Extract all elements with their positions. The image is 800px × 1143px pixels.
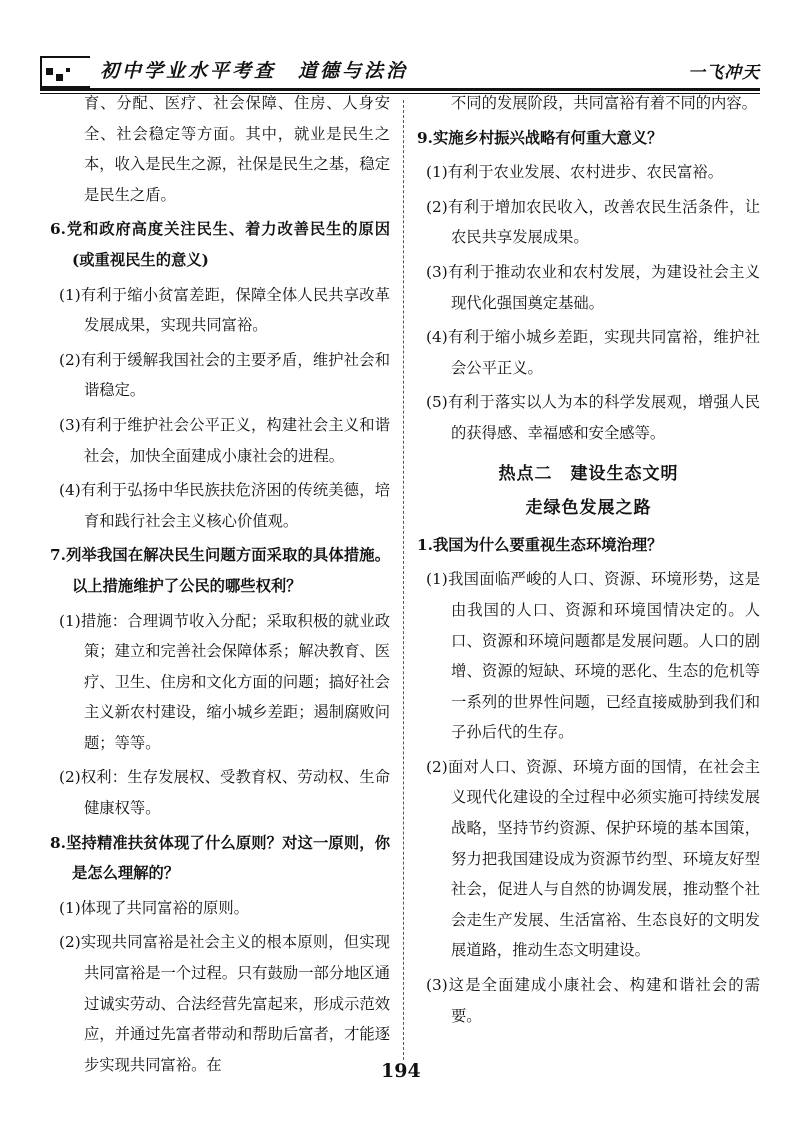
- answer-item: (1)措施：合理调节收入分配；采取积极的就业政策；建立和完善社会保障体系；解决教育、医疗、卫生、住房和文化方面的问题；搞好社会主义新农村建设，缩小城乡差距；遏制腐败问题；等等。: [59, 611, 390, 752]
- question-heading: 7.列举我国在解决民生问题方面采取的具体措施。以上措施维护了公民的哪些权利？: [50, 546, 390, 595]
- answer-item: (5)有利于落实以人为本的科学发展观，增强人民的获得感、幸福感和安全感等。: [426, 393, 760, 442]
- answer-item: (2)有利于缓解我国社会的主要矛盾，维护社会和谐稳定。: [59, 350, 390, 400]
- brand-name: 一飞冲天: [688, 63, 760, 83]
- answer-item: (2)面对人口、资源、环境方面的国情，在社会主义现代化建设的全过程中必须实施可持续发展战略，坚持节约资源、保护环境的基本国策，努力把我国建设成为资源节约型、环境友好型社会，促进人与自然的协调发展，推动整个社会走生产发展、生活富裕、生态良好的文明发展道路，推动生态文明建设。: [426, 757, 760, 960]
- answer-item: (2)权利：生存发展权、受教育权、劳动权、生命健康权等。: [59, 768, 390, 818]
- section-title: 热点二 建设生态文明: [498, 463, 679, 484]
- page-number: 194: [381, 1060, 421, 1082]
- answer-item: (3)有利于维护社会公平正义，构建社会主义和谐社会，加快全面建成小康社会的进程。: [59, 415, 390, 465]
- question-heading: 8.坚持精准扶贫体现了什么原则？对这一原则，你是怎么理解的？: [50, 833, 390, 883]
- header-title: 初中学业水平考查 道德与法治: [100, 60, 409, 82]
- answer-item: (2)有利于增加农民收入，改善农民生活条件，让农民共享发展成果。: [426, 197, 760, 247]
- answer-item: (3)这是全面建成小康社会、构建和谐社会的需要。: [426, 976, 760, 1025]
- section-subtitle: 走绿色发展之路: [525, 498, 652, 519]
- question-heading: 9.实施乡村振兴战略有何重大意义？: [417, 128, 663, 147]
- column-divider: [403, 100, 404, 1060]
- answer-item: (4)有利于缩小城乡差距，实现共同富裕，维护社会公平正义。: [426, 328, 760, 377]
- answer-item: (1)我国面临严峻的人口、资源、环境形势，这是由我国的人口、资源和环境国情决定的。人口、资源和环境问题都是发展问题。人口的剧增、资源的短缺、环境的恶化、生态的危机等一系列的世界性问题，已经直接威胁到我们和子孙后代的生存。: [426, 570, 760, 742]
- answer-item: (3)有利于推动农业和农村发展，为建设社会主义现代化强国奠定基础。: [426, 262, 760, 312]
- continued-text: 不同的发展阶段，共同富裕有着不同的内容。: [451, 94, 757, 112]
- answer-item: (1)体现了共同富裕的原则。: [59, 898, 249, 917]
- right-column: [417, 88, 760, 1035]
- question-heading: 6.党和政府高度关注民生、着力改善民生的原因(或重视民生的意义): [50, 220, 390, 269]
- page-header: [40, 50, 760, 90]
- logo-mark: [40, 56, 90, 89]
- answer-item: (4)有利于弘扬中华民族扶危济困的传统美德，培育和践行社会主义核心价值观。: [59, 481, 390, 530]
- continued-text: 育、分配、医疗、社会保障、住房、人身安全、社会稳定等方面。其中，就业是民生之本，收入是民生之源，社保是民生之基，稳定是民生之盾。: [84, 94, 390, 204]
- answer-item: (1)有利于缩小贫富差距，保障全体人民共享改革发展成果，实现共同富裕。: [59, 285, 390, 335]
- left-column: [50, 88, 390, 1084]
- question-heading: 1.我国为什么要重视生态环境治理？: [417, 535, 663, 554]
- answer-item: (1)有利于农业发展、农村进步、农民富裕。: [426, 163, 724, 182]
- answer-item: (2)实现共同富裕是社会主义的根本原则，但实现共同富裕是一个过程。只有鼓励一部分地区通过诚实劳动、合法经营先富起来，形成示范效应，并通过先富者带动和帮助后富者，才能逐步实现共同富裕。在: [59, 933, 390, 1074]
